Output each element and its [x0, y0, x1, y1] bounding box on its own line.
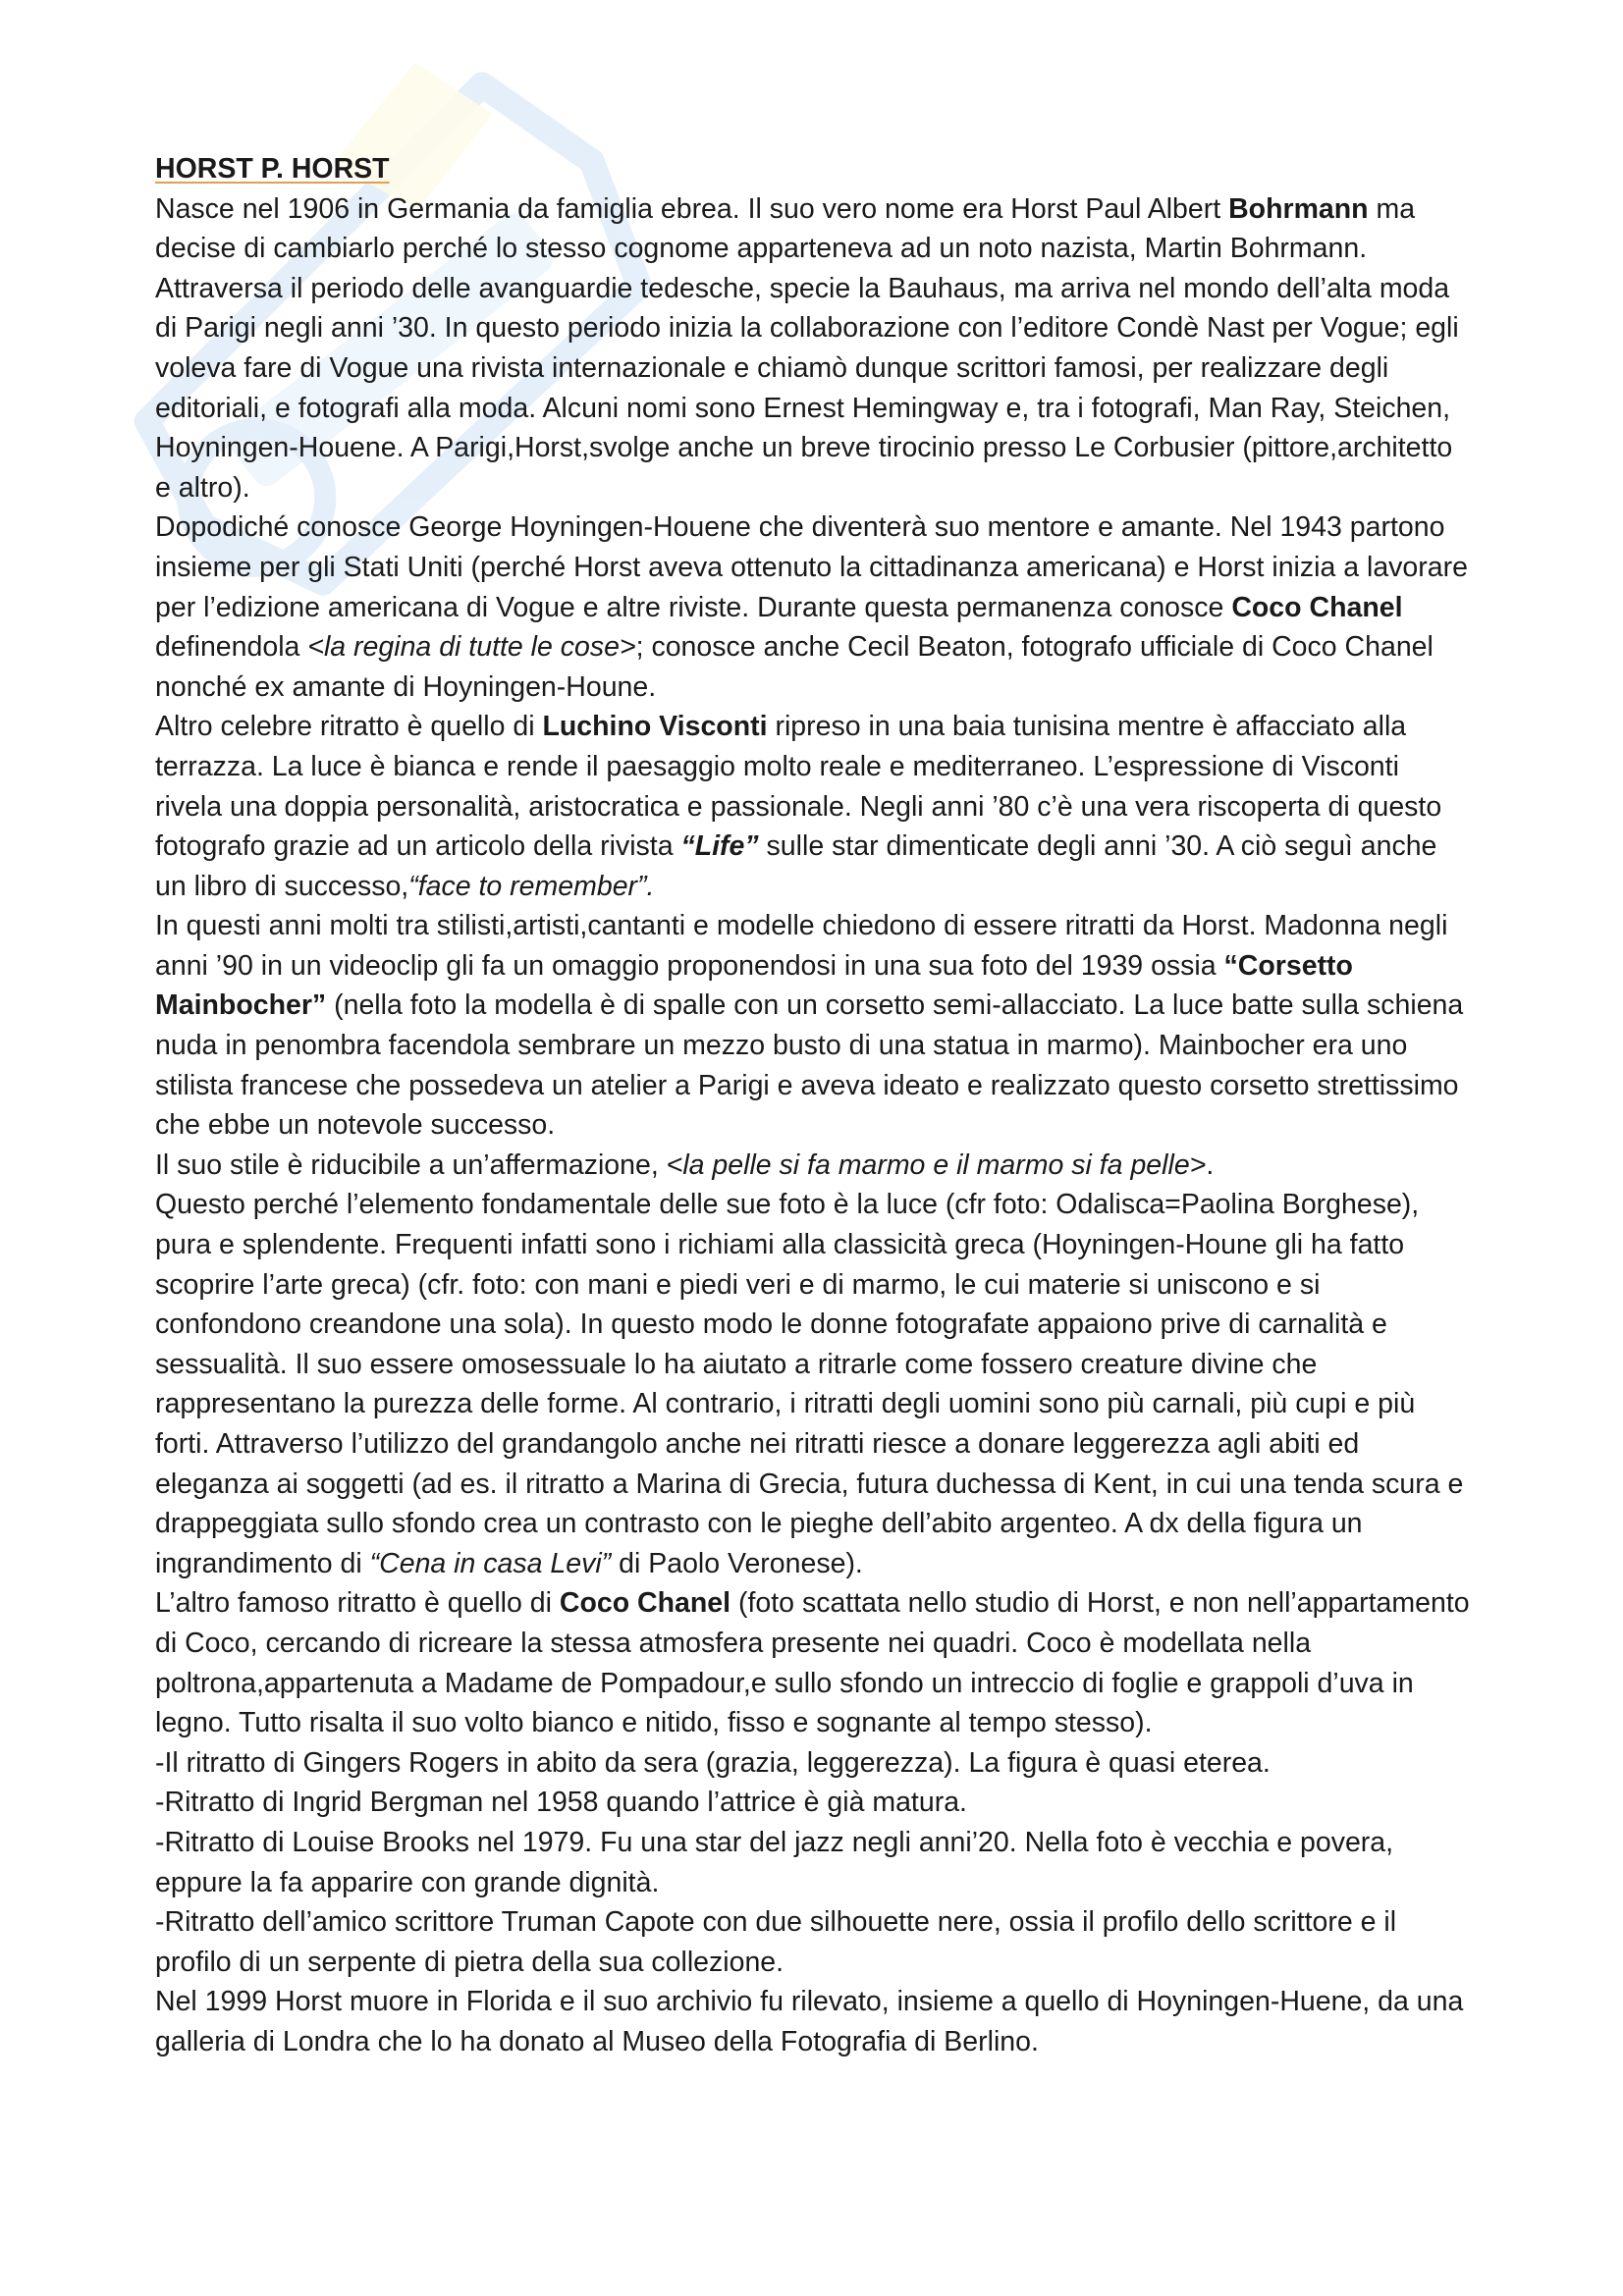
paragraph	[155, 1743, 1471, 1784]
text-run: Nasce nel 1906 in Germania da famiglia ebrea. Il suo vero nome era Horst Paul Albert	[155, 192, 1229, 225]
document-title: HORST P. HORST	[155, 153, 390, 185]
bold-text: “Corsetto Mainbocher”	[155, 949, 1353, 1022]
italic-text: “Cena in casa Levi”	[369, 1547, 612, 1579]
text-run: L’altro famoso ritratto è quello di	[155, 1587, 560, 1620]
paragraph	[155, 1823, 1471, 1902]
text-run: Questo perché l’elemento fondamentale delle sue foto è la luce (cfr foto: Odalisca=Paolina Borghese), pura e splendente. Frequenti infatti sono i richiami alla classicità greca (Hoyningen-Houne gli ha fatto scoprire l’arte greca) (cfr. foto: con mani e piedi veri e di marmo, le cui materie si uniscono e si confondono creandone una sola). In questo modo le donne fotografate appaiono prive di carnalità e sessualità. Il suo essere omosessuale lo ha aiutato a ritrarle come fossero creature divine che rappresentano la purezza delle forme. Al contrario, i ritratti degli uomini sono più carnali, più cupi e più forti. Attraverso l’utilizzo del grandangolo anche nei ritratti riesce a donare leggerezza agli abiti ed eleganza ai soggetti (ad es. il ritratto a Marina di Grecia, futura duchessa di Kent, in cui una tenda scura e drappeggiata sullo sfondo crea un contrasto con le pieghe dell’abito argenteo. A dx della figura un ingrandimento di	[155, 1189, 1464, 1579]
paragraph	[155, 1982, 1471, 2061]
text-run: .	[1206, 1148, 1215, 1181]
paragraph	[155, 906, 1471, 1146]
text-run: Altro celebre ritratto è quello di	[155, 711, 543, 743]
bold-text: Coco Chanel	[1231, 591, 1403, 623]
text-run: -Ritratto dell’amico scrittore Truman Capote con due silhouette nere, ossia il profilo dello scrittore e il profilo di un serpente di pietra della sua collezione.	[155, 1906, 1397, 1978]
document-body	[155, 189, 1471, 2062]
text-run: ma decise di cambiarlo perché lo stesso cognome apparteneva ad un noto nazista, Martin Bohrmann. Attraversa il periodo delle avanguardie tedesche, specie la Bauhaus, ma arriva nel mondo dell’alta moda di Parigi negli anni ’30. In questo periodo inizia la collaborazione con l’editore Condè Nast per Vogue; egli voleva fare di Vogue una rivista internazionale e chiamò dunque scrittori famosi, per realizzare degli editoriali, e fotografi alla moda. Alcuni nomi sono Ernest Hemingway e, tra i fotografi, Man Ray, Steichen, Hoyningen-Houene. A Parigi,Horst,svolge anche un breve tirocinio presso Le Corbusier (pittore,architetto e altro).	[155, 192, 1459, 504]
text-run: (foto scattata nello studio di Horst, e non nell’appartamento di Coco, cercando di ricreare la stessa atmosfera presente nei quadri. Coco è modellata nella poltrona,appartenuta a Madame de Pompadour,e sullo sfondo un intreccio di foglie e grappoli d’uva in legno. Tutto risalta il suo volto bianco e nitido, fisso e sognante al tempo stesso).	[155, 1587, 1470, 1739]
bold-text: Bohrmann	[1228, 192, 1369, 225]
bold-text: “Life”	[680, 830, 759, 863]
text-run: definendola	[155, 631, 308, 664]
text-run: di Paolo Veronese).	[611, 1547, 863, 1579]
text-run: Nel 1999 Horst muore in Florida e il suo archivio fu rilevato, insieme a quello di Hoyningen-Huene, da una galleria di Londra che lo ha donato al Museo della Fotografia di Berlino.	[155, 1986, 1464, 2057]
paragraph	[155, 1783, 1471, 1823]
paragraph	[155, 1146, 1471, 1186]
italic-text: <la pelle si fa marmo e il marmo si fa pelle>	[666, 1148, 1207, 1181]
paragraph	[155, 1902, 1471, 1982]
text-run: Il suo stile è riducibile a un’affermazione,	[155, 1148, 667, 1181]
text-run: -Ritratto di Ingrid Bergman nel 1958 quando l’attrice è già matura.	[155, 1787, 967, 1819]
paragraph	[155, 189, 1471, 508]
text-run: sulle star dimenticate degli anni ’30. A ciò seguì anche un libro di successo,	[155, 830, 1437, 902]
text-run: Dopodiché conosce George Hoyningen-Houene che diventerà suo mentore e amante. Nel 1943 partono insieme per gli Stati Uniti (perché Horst aveva ottenuto la cittadinanza americana) e Horst inizia a lavorare per l’edizione americana di Vogue e altre riviste. Durante questa permanenza conosce	[155, 511, 1468, 623]
text-run: In questi anni molti tra stilisti,artisti,cantanti e modelle chiedono di essere ritratti da Horst. Madonna negli anni ’90 in un videoclip gli fa un omaggio proponendosi in una sua foto del 1939 ossia	[155, 910, 1448, 982]
paragraph	[155, 1583, 1471, 1742]
text-run: (nella foto la modella è di spalle con un corsetto semi-allacciato. La luce batte sulla schiena nuda in penombra facendola sembrare un mezzo busto di una statua in marmo). Mainbocher era uno stilista francese che possedeva un atelier a Parigi e aveva ideato e realizzato questo corsetto strettissimo che ebbe un notevole successo.	[155, 989, 1464, 1142]
italic-text: <la regina di tutte le cose>	[307, 631, 636, 664]
bold-text: Luchino Visconti	[542, 711, 768, 743]
bold-text: Coco Chanel	[559, 1587, 731, 1620]
text-run: -Ritratto di Louise Brooks nel 1979. Fu una star del jazz negli anni’20. Nella foto è vecchia e povera, eppure la fa apparire con grande dignità.	[155, 1826, 1394, 1898]
paragraph	[155, 1185, 1471, 1583]
document-page	[155, 149, 1471, 2062]
paragraph	[155, 707, 1471, 906]
text-run: -Il ritratto di Gingers Rogers in abito da sera (grazia, leggerezza). La figura è quasi eterea.	[155, 1746, 1271, 1779]
italic-text: “face to remember”.	[408, 870, 655, 902]
paragraph	[155, 507, 1471, 707]
text-run: ; conosce anche Cecil Beaton, fotografo ufficiale di Coco Chanel nonché ex amante di Hoyningen-Houne.	[155, 631, 1434, 703]
text-run: ripreso in una baia tunisina mentre è affacciato alla terrazza. La luce è bianca e rende il paesaggio molto reale e mediterraneo. L’espressione di Visconti rivela una doppia personalità, aristocratica e passionale. Negli anni ’80 c’è una vera riscoperta di questo fotografo grazie ad un articolo della rivista	[155, 711, 1442, 863]
